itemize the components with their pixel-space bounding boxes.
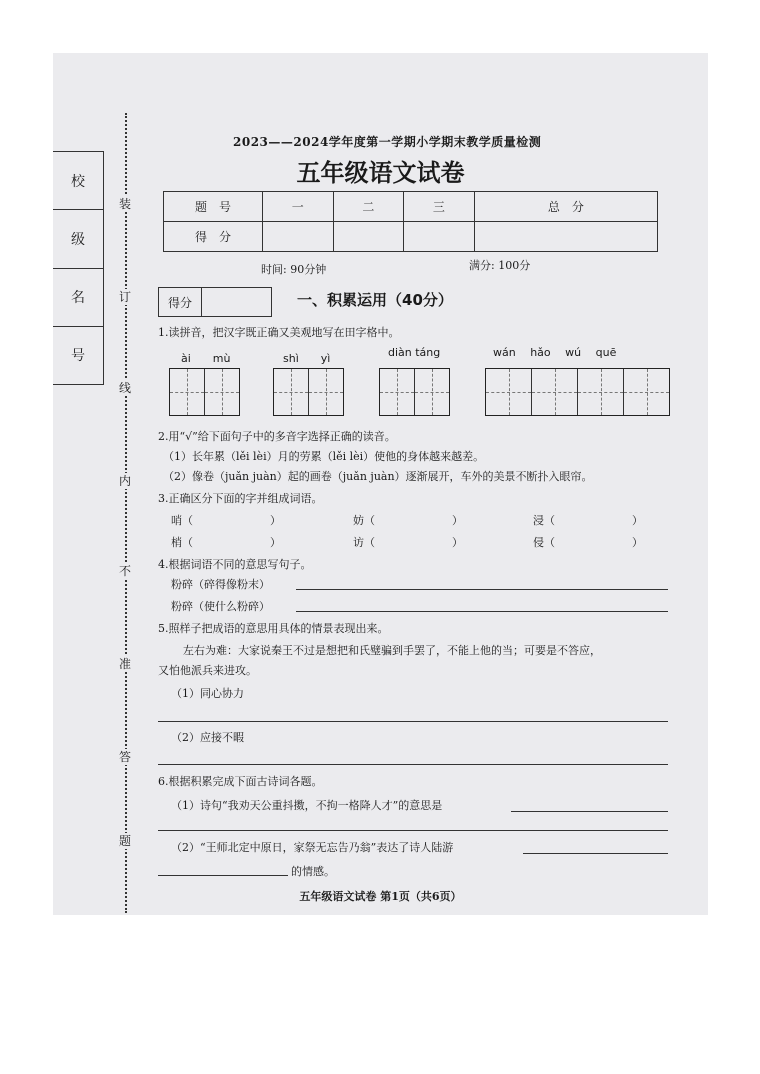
tianzige-cell[interactable] xyxy=(532,369,578,415)
section-title: 一、积累运用（40分） xyxy=(297,291,453,309)
full-score: 满分: 100分 xyxy=(469,259,531,272)
tianzige-cell[interactable] xyxy=(415,369,449,415)
question-6-prompt: 6.根据积累完成下面古诗词各题。 xyxy=(158,775,323,788)
question-6-item: （2）“王师北定中原日，家祭无忘告乃翁”表达了诗人陆游 xyxy=(171,841,454,854)
score-cell[interactable] xyxy=(404,222,475,252)
tianzige-cell[interactable] xyxy=(624,369,669,415)
pinyin-label: wán hǎo wú quē xyxy=(493,346,617,359)
tianzige-cell[interactable] xyxy=(486,369,532,415)
section-score-field[interactable] xyxy=(202,288,271,316)
pinyin-label: diàn táng xyxy=(388,346,441,359)
binding-dotted-line xyxy=(125,113,127,913)
answer-line[interactable] xyxy=(296,611,668,612)
answer-line[interactable] xyxy=(511,811,668,812)
answer-line[interactable] xyxy=(158,721,668,722)
exam-page xyxy=(53,53,708,915)
answer-line[interactable] xyxy=(158,830,668,831)
answer-line[interactable] xyxy=(296,589,668,590)
section-score-box xyxy=(158,287,272,317)
tianzige-cell[interactable] xyxy=(205,369,239,415)
word-blank[interactable]: 哨（ ） xyxy=(171,514,281,527)
tianzige-box xyxy=(169,368,240,416)
answer-line[interactable] xyxy=(158,875,288,876)
question-5-prompt: 5.照样子把成语的意思用具体的情景表现出来。 xyxy=(158,622,389,635)
binding-char: 答 xyxy=(114,749,136,765)
tianzige-cell[interactable] xyxy=(578,369,624,415)
question-2-prompt: 2.用“√”给下面句子中的多音字选择正确的读音。 xyxy=(158,430,396,443)
col-header: 一 xyxy=(263,192,334,222)
tianzige-box xyxy=(273,368,344,416)
word-blank[interactable]: 侵（ ） xyxy=(533,536,643,549)
binding-char: 线 xyxy=(114,380,136,396)
question-5-example: 左右为难：大家说秦王不过是想把和氏璧骗到手罢了，不能上他的当；可要是不答应， xyxy=(183,644,601,657)
score-cell[interactable] xyxy=(263,222,334,252)
section-score-label: 得分 xyxy=(159,288,202,316)
pinyin-label: shì yì xyxy=(283,352,331,365)
word-blank[interactable]: 浸（ ） xyxy=(533,514,643,527)
exam-time: 时间: 90分钟 xyxy=(261,263,327,276)
col-header: 三 xyxy=(404,192,475,222)
tianzige-cell[interactable] xyxy=(274,369,309,415)
binding-char: 题 xyxy=(114,833,136,849)
question-4-prompt: 4.根据词语不同的意思写句子。 xyxy=(158,558,312,571)
question-4-item: 粉碎（使什么粉碎） xyxy=(171,600,270,613)
tianzige-box xyxy=(485,368,670,416)
score-cell[interactable] xyxy=(474,222,657,252)
question-3-prompt: 3.正确区分下面的字并组成词语。 xyxy=(158,492,323,505)
question-5-item: （1）同心协力 xyxy=(171,687,244,700)
col-header: 二 xyxy=(333,192,404,222)
question-5-item: （2）应接不暇 xyxy=(171,731,244,744)
binding-char: 内 xyxy=(114,473,136,489)
question-2-line: （2）像卷（juǎn juàn）起的画卷（juǎn juàn）逐渐展开，车外的美景不断扑入眼帘。 xyxy=(163,470,593,483)
seat-label-class: 级 xyxy=(53,210,103,268)
binding-char: 不 xyxy=(114,563,136,579)
seat-label-name: 名 xyxy=(53,269,103,327)
tianzige-box xyxy=(379,368,450,416)
tianzige-cell[interactable] xyxy=(380,369,415,415)
answer-line[interactable] xyxy=(158,764,668,765)
binding-char: 装 xyxy=(114,196,136,212)
pinyin-label: ài mù xyxy=(181,352,231,365)
page-footer: 五年级语文试卷 第1页（共6页） xyxy=(299,890,462,903)
row-label-score: 得 分 xyxy=(164,222,263,252)
question-5-example: 又怕他派兵来进攻。 xyxy=(158,664,257,677)
seat-label-school: 校 xyxy=(53,152,103,210)
binding-char: 订 xyxy=(114,289,136,305)
seat-label-number: 号 xyxy=(71,348,85,365)
tianzige-cell[interactable] xyxy=(309,369,343,415)
question-6-item-end: 的情感。 xyxy=(291,865,335,878)
col-header: 总 分 xyxy=(474,192,657,222)
score-cell[interactable] xyxy=(333,222,404,252)
question-2-line: （1）长年累（lěi lèi）月的劳累（lěi lèi）使他的身体越来越差。 xyxy=(163,450,485,463)
exam-subtitle: 2023——2024学年度第一学期小学期末教学质量检测 xyxy=(233,135,542,149)
exam-title: 五年级语文试卷 xyxy=(296,159,465,187)
question-1-prompt: 1.读拼音，把汉字既正确又美观地写在田字格中。 xyxy=(158,326,400,339)
row-label-question: 题 号 xyxy=(164,192,263,222)
word-blank[interactable]: 妨（ ） xyxy=(353,514,463,527)
word-blank[interactable]: 梢（ ） xyxy=(171,536,281,549)
tianzige-cell[interactable] xyxy=(170,369,205,415)
question-6-item: （1）诗句“我劝天公重抖擞，不拘一格降人才”的意思是 xyxy=(171,799,443,812)
answer-line[interactable] xyxy=(523,853,668,854)
question-4-item: 粉碎（碎得像粉末） xyxy=(171,578,270,591)
score-table xyxy=(163,191,658,252)
binding-char: 准 xyxy=(114,656,136,672)
word-blank[interactable]: 访（ ） xyxy=(353,536,463,549)
